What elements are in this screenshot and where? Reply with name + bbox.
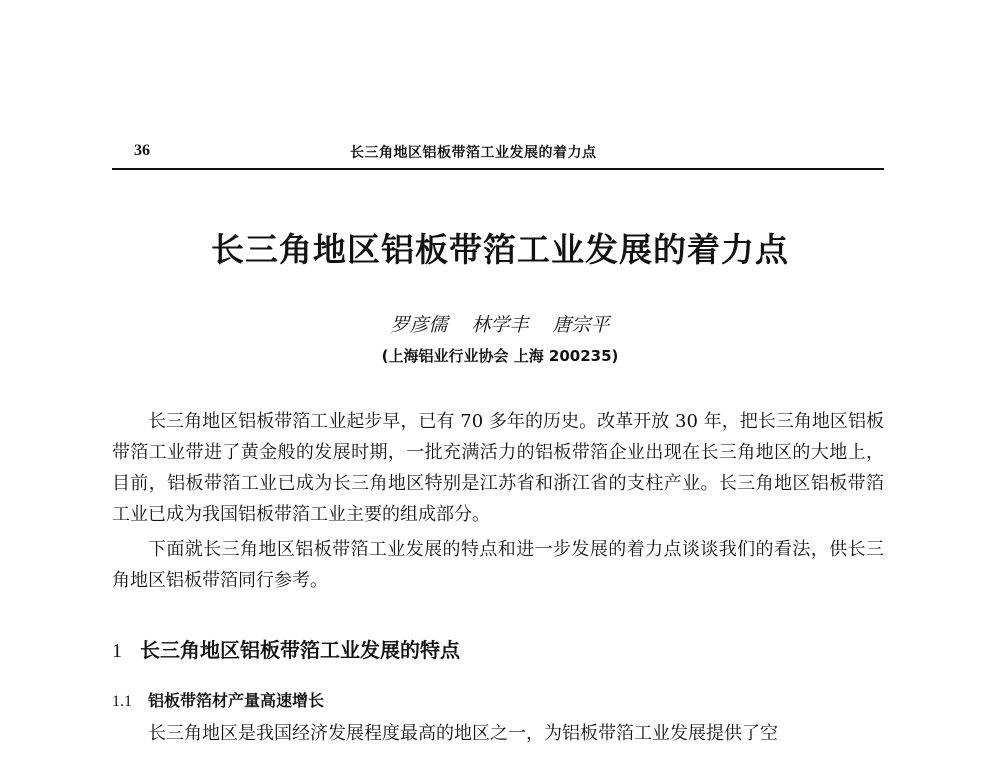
- subsection-heading: [112, 688, 324, 711]
- paragraph-section-1-1: 长三角地区是我国经济发展程度最高的地区之一，为铝板带箔工业发展提供了空: [148, 723, 778, 744]
- subsection-title: 铝板带箔材产量高速增长: [148, 691, 325, 710]
- section-heading: [112, 634, 460, 663]
- section-title: 长三角地区铝板带箔工业发展的特点: [140, 638, 460, 662]
- section-number: 1: [112, 640, 122, 662]
- affiliation: (上海铝业行业协会 上海 200235): [381, 347, 619, 365]
- running-title: 长三角地区铝板带箔工业发展的着力点: [350, 145, 597, 161]
- subsection-number: 1.1: [112, 693, 132, 710]
- authors: 罗彦儒 林学丰 唐宗平: [390, 314, 610, 336]
- header-rule: [112, 168, 884, 170]
- paragraph-purpose: 下面就长三角地区铝板带箔工业发展的特点和进一步发展的着力点谈谈我们的看法，供长三角地区铝板带箔同行参考。: [112, 539, 884, 591]
- running-header: [112, 140, 884, 166]
- page-number: 36: [134, 142, 150, 159]
- article-title: 长三角地区铝板带箔工业发展的着力点: [211, 230, 789, 269]
- paragraph-intro: 长三角地区铝板带箔工业起步早，已有 70 多年的历史。改革开放 30 年，把长三角地区铝板带箔工业带进了黄金般的发展时期，一批充满活力的铝板带箔企业出现在长三角地区的大地上，目前，铝板带箔工业已成为长三角地区特别是江苏省和浙江省的支柱产业。长三角地区铝板带箔工业已成为我国铝板带箔工业主要的组成部分。: [112, 411, 884, 525]
